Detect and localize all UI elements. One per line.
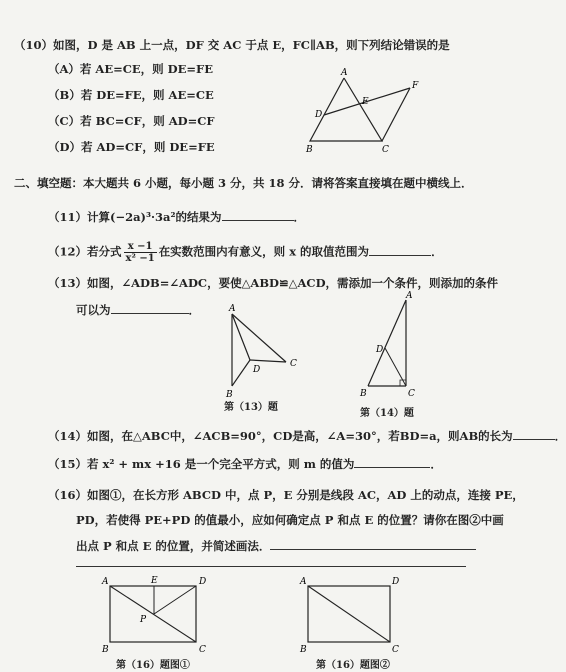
q15 (48, 456, 442, 472)
q14-label-d: D (376, 345, 384, 355)
section2-heading: 二、填空题：本大题共 6 小题，每小题 3 分，共 18 分．请将答案直接填在题中横线上． (14, 176, 473, 190)
q10-stem: （10）如图，D 是 AB 上一点，DF 交 AC 于点 E，FC∥AB，则下列结论错误的是 (14, 38, 450, 52)
q16-line2: PD，若使得 PE+PD 的值最小，应如何确定点 P 和点 E 的位置？请你在图②中画 (76, 513, 504, 527)
q14-label-a: A (406, 291, 413, 301)
q14-answer-blank[interactable] (513, 428, 555, 440)
q16-fig1-label-c: C (199, 645, 206, 655)
q16-line3 (76, 538, 476, 554)
q10-option-a: （A）若 AE=CE，则 DE=FE (48, 62, 213, 76)
q14-label-b: B (360, 389, 367, 399)
q14 (48, 428, 566, 444)
q15-end: ． (430, 457, 442, 471)
q15-answer-blank[interactable] (354, 456, 430, 468)
q16-answer-blank[interactable] (270, 538, 476, 550)
q11-answer-blank[interactable] (222, 209, 294, 221)
q16-caption-1: 第（16）题图① (116, 660, 190, 671)
q14-text: （14）如图，在△ABC中，∠ACB=90°，CD是高，∠A=30°，若BD=a，则AB的长为 (48, 429, 513, 443)
q16-fig1-label-p: P (140, 615, 147, 625)
q13-label-b: B (226, 390, 233, 400)
q12-denominator: x² −1 (125, 253, 155, 264)
q13-line2 (76, 302, 200, 318)
q13-line2-text: 可以为 (76, 303, 111, 317)
q10-label-f: F (412, 81, 419, 91)
q10-label-e: E (362, 97, 369, 107)
q10-label-c: C (382, 145, 389, 155)
q13-line1: （13）如图，∠ADB=∠ADC，要使△ABD≌△ACD，需添加一个条件，则添加的条件 (48, 276, 499, 290)
q12-end: ． (431, 244, 443, 259)
q12 (48, 241, 443, 264)
q10-label-d: D (315, 110, 323, 120)
q11-expr: (−2a)³·3a² (110, 210, 176, 224)
q16-fig1-label-a: A (102, 577, 109, 587)
q10-label-a: A (341, 68, 348, 78)
q12-answer-blank[interactable] (369, 244, 431, 256)
q16-answer-line-2[interactable] (76, 566, 466, 567)
q16-figure-2 (296, 574, 406, 654)
q10-label-b: B (306, 145, 313, 155)
q16-fig2-label-b: B (300, 645, 307, 655)
q16-fig1-label-e: E (151, 576, 158, 586)
q12-fraction (124, 241, 157, 264)
q13-answer-blank[interactable] (111, 302, 189, 314)
q12-after: 在实数范围内有意义，则 x 的取值范围为 (158, 244, 370, 259)
q16-figure-1 (96, 574, 216, 654)
q13-label-c: C (290, 359, 297, 369)
q16-caption-2: 第（16）题图② (316, 660, 390, 671)
q14-end: ． (554, 429, 566, 443)
q16-line3-text: 出点 P 和点 E 的位置，并简述画法． (76, 539, 271, 553)
q10-figure (300, 66, 425, 156)
q11-after: 的结果为 (175, 210, 222, 224)
q16-fig1-label-b: B (102, 645, 109, 655)
q14-label-c: C (408, 389, 415, 399)
q11-end: ． (293, 210, 306, 224)
q16-fig2-label-c: C (392, 645, 399, 655)
q10-option-d: （D）若 AD=CF，则 DE=FE (48, 140, 215, 154)
q14-figure (356, 292, 426, 402)
q13-figure (220, 304, 310, 400)
q12-before: （12）若分式 (48, 244, 122, 259)
q10-option-b: （B）若 DE=FE，则 AE=CE (48, 88, 214, 102)
q16-fig2-label-a: A (300, 577, 307, 587)
q13-label-a: A (229, 304, 236, 314)
q13-label-d: D (253, 365, 261, 375)
q14-caption: 第（14）题 (360, 408, 414, 419)
q11-before: （11）计算 (48, 210, 111, 224)
q16-line1: （16）如图①，在长方形 ABCD 中，点 P，E 分别是线段 AC，AD 上的动点，连接 PE， (48, 488, 524, 502)
q11 (48, 209, 305, 225)
q16-fig2-label-d: D (392, 577, 400, 587)
q16-fig1-label-d: D (199, 577, 207, 587)
q15-text: （15）若 x² + mx +16 是一个完全平方式，则 m 的值为 (48, 457, 355, 471)
q13-caption: 第（13）题 (224, 402, 278, 413)
q13-end: ． (188, 303, 200, 317)
q12-numerator: x −1 (124, 241, 157, 253)
q10-option-c: （C）若 BC=CF，则 AD=CF (48, 114, 215, 128)
